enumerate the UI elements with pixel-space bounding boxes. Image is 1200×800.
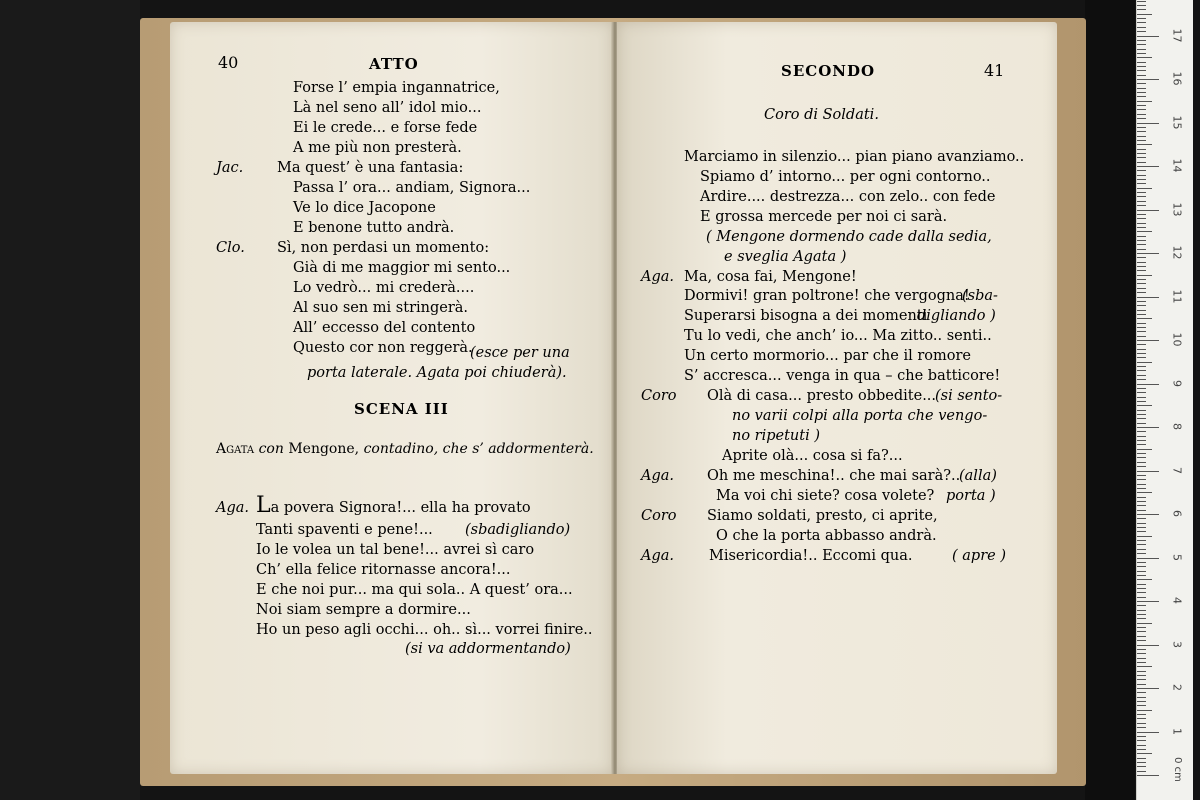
ruler-tick — [1137, 488, 1146, 489]
verse-line: Ei le crede... e forse fede — [293, 120, 478, 136]
ruler-tick — [1137, 218, 1146, 219]
ruler-tick — [1137, 444, 1146, 445]
ruler-tick — [1137, 331, 1146, 332]
ruler-tick — [1137, 536, 1152, 537]
aga3-direction: ( apre ) — [952, 548, 1006, 564]
ruler-tick — [1137, 144, 1152, 145]
ruler-tick — [1137, 188, 1152, 189]
ruler-tick — [1137, 49, 1146, 50]
ruler-tick — [1137, 131, 1146, 132]
aga2-line-1: Oh me meschina!.. che mai sarà?.. — [707, 468, 961, 484]
ruler-tick — [1137, 588, 1146, 589]
ruler-tick — [1137, 762, 1146, 763]
ruler-tick — [1137, 83, 1146, 84]
ruler-tick — [1137, 62, 1146, 63]
ruler-tick — [1137, 553, 1146, 554]
ruler-number: 16 — [1170, 71, 1184, 86]
ruler-tick — [1137, 231, 1152, 232]
ruler-tick — [1137, 214, 1146, 215]
ruler-tick — [1137, 105, 1146, 106]
ruler-tick — [1137, 675, 1146, 676]
ruler-tick — [1137, 357, 1146, 358]
ruler-tick — [1137, 692, 1146, 693]
ruler-tick — [1137, 749, 1146, 750]
verse-line: Forse l’ empia ingannatrice, — [293, 80, 500, 96]
ruler-tick — [1137, 436, 1146, 437]
ruler-number: 1 — [1170, 727, 1184, 735]
verse-line: Tu lo vedi, che anch’ io... Ma zitto.. senti.. — [684, 328, 992, 344]
ruler-tick — [1137, 157, 1146, 158]
verse-line: Marciamo in silenzio... pian piano avanziamo.. — [684, 149, 1025, 165]
ruler-tick — [1137, 623, 1152, 624]
ruler-tick — [1137, 210, 1159, 211]
aga-first-text: a povera Signora!... ella ha provato — [270, 500, 531, 516]
ruler-tick — [1137, 566, 1146, 567]
ruler-tick — [1137, 327, 1146, 328]
ruler-tick — [1137, 275, 1152, 276]
right-direction-1a: ( Mengone dormendo cade dalla sedia, — [706, 229, 992, 245]
ruler-tick — [1137, 518, 1146, 519]
ruler-tick — [1137, 297, 1159, 298]
ruler-tick — [1137, 270, 1146, 271]
ruler-tick — [1137, 579, 1152, 580]
ruler-tick — [1137, 301, 1146, 302]
ruler-tick — [1137, 283, 1146, 284]
coro1-speaker: Coro — [641, 388, 677, 404]
ruler-tick — [1137, 57, 1152, 58]
ruler-tick — [1137, 36, 1159, 37]
aga3-speaker: Aga. — [641, 548, 675, 564]
ruler-tick — [1137, 27, 1146, 28]
ruler-tick — [1137, 723, 1146, 724]
ruler-tick — [1137, 497, 1146, 498]
verse-line: Noi siam sempre a dormire... — [256, 602, 471, 618]
ruler-tick — [1137, 323, 1146, 324]
ruler-tick — [1137, 531, 1146, 532]
ruler-tick — [1137, 201, 1146, 202]
right-direction-1b: e sveglia Agata ) — [724, 249, 847, 265]
ruler-tick — [1137, 414, 1146, 415]
verse-line: Questo cor non reggerà. — [293, 340, 473, 356]
ruler-tick — [1137, 514, 1159, 515]
aga-speaker: Aga. — [216, 500, 250, 516]
ruler-tick — [1137, 745, 1146, 746]
ruler-number: 2 — [1170, 684, 1184, 691]
aga3-line: Misericordia!.. Eccomi qua. — [709, 548, 913, 564]
verse-line: Tanti spaventi e pene!... — [256, 522, 433, 538]
ruler-tick — [1137, 540, 1146, 541]
ruler-tick — [1137, 457, 1146, 458]
ruler-tick — [1137, 31, 1146, 32]
ruler-tick — [1137, 658, 1146, 659]
scene-desc-rest: contadino, che s’ addormenterà. — [363, 441, 594, 457]
ruler-tick — [1137, 44, 1146, 45]
speaker-label: Clo. — [216, 240, 245, 256]
ruler-tick — [1137, 79, 1159, 80]
ruler-tick — [1137, 636, 1146, 637]
ruler-tick — [1137, 462, 1146, 463]
ruler-tick — [1137, 127, 1146, 128]
verse-line: Dormivi! gran poltrone! che vergogna! — [684, 288, 970, 304]
ruler-tick — [1137, 732, 1159, 733]
ruler-number: 11 — [1170, 289, 1184, 303]
aga2-speaker: Aga. — [641, 468, 675, 484]
ruler-tick — [1137, 684, 1146, 685]
ruler-tick — [1137, 279, 1146, 280]
ruler-tick — [1137, 175, 1146, 176]
aga-direction-2: (si va addormentando) — [405, 641, 571, 657]
verse-line: Spiamo d’ intorno... per ogni contorno.. — [700, 169, 991, 185]
verse-line: Sì, non perdasi un momento: — [277, 240, 490, 256]
ruler-tick — [1137, 592, 1146, 593]
ruler-tick — [1137, 379, 1146, 380]
ruler-tick — [1137, 640, 1146, 641]
verse-line: Lo vedrò... mi crederà.... — [293, 280, 475, 296]
aga1-speaker: Aga. — [641, 269, 675, 285]
ruler-tick — [1137, 766, 1146, 767]
ruler-tick — [1137, 370, 1146, 371]
coro2-line-1: Siamo soldati, presto, ci aprite, — [707, 508, 938, 524]
ruler-tick — [1137, 196, 1146, 197]
ruler-tick — [1137, 575, 1146, 576]
ruler-tick — [1137, 244, 1146, 245]
ruler-tick — [1137, 484, 1146, 485]
ruler-tick — [1137, 292, 1146, 293]
scene-title: SCENA III — [354, 400, 449, 418]
ruler-tick — [1137, 775, 1159, 776]
ruler-tick — [1137, 183, 1146, 184]
ruler-tick — [1137, 392, 1146, 393]
verse-line: All’ eccesso del contento — [293, 320, 476, 336]
verse-line: Ve lo dice Jacopone — [293, 200, 436, 216]
ruler-tick — [1137, 549, 1146, 550]
verse-line: A me più non presterà. — [293, 140, 462, 156]
ruler-number: 3 — [1170, 640, 1184, 648]
ruler-tick — [1137, 505, 1146, 506]
ruler-tick — [1137, 1, 1146, 2]
speaker-label: Jac. — [216, 160, 244, 176]
ruler-tick — [1137, 492, 1152, 493]
verse-line: Ho un peso agli occhi... oh.. sì... vorrei finire.. — [256, 622, 593, 638]
ruler-tick — [1137, 70, 1146, 71]
ruler-tick — [1137, 544, 1146, 545]
ruler-tick — [1137, 266, 1146, 267]
ruler-tick — [1137, 710, 1152, 711]
coro1-direction-c: no ripetuti ) — [732, 428, 821, 444]
ruler-tick — [1137, 705, 1146, 706]
ruler-tick — [1137, 349, 1146, 350]
scene-desc-mengone: Mengone, — [288, 441, 360, 457]
ruler-tick — [1137, 92, 1146, 93]
verse-line: Superarsi bisogna a dei momenti — [684, 308, 928, 324]
ruler-tick — [1137, 501, 1146, 502]
aga1-direction-b: digliando ) — [917, 308, 996, 324]
ruler-tick — [1137, 40, 1146, 41]
ruler-tick — [1137, 14, 1152, 15]
ruler-number: 9 — [1170, 379, 1184, 387]
ruler-tick — [1137, 253, 1159, 254]
ruler-tick — [1137, 740, 1146, 741]
ruler-tick — [1137, 571, 1146, 572]
ruler-number: 8 — [1170, 423, 1184, 430]
ruler-number: 5 — [1170, 553, 1184, 561]
ruler-tick — [1137, 584, 1146, 585]
ruler-tick — [1137, 136, 1146, 137]
ruler-tick — [1137, 366, 1146, 367]
coro2-line-2: O che la porta abbasso andrà. — [716, 528, 937, 544]
ruler-tick — [1137, 249, 1146, 250]
ruler-tick — [1137, 614, 1146, 615]
ruler-tick — [1137, 597, 1146, 598]
ruler-tick — [1137, 771, 1146, 772]
ruler-tick — [1137, 123, 1159, 124]
ruler-tick — [1137, 727, 1146, 728]
ruler-tick — [1137, 758, 1146, 759]
ruler-tick — [1137, 227, 1146, 228]
ruler-tick — [1137, 22, 1146, 23]
aga-direction-1: (sbadigliando) — [465, 522, 571, 538]
ruler-number: 10 — [1170, 332, 1184, 347]
verse-line: Ma quest’ è una fantasia: — [277, 160, 464, 176]
drop-initial: L — [256, 493, 271, 518]
ruler-tick — [1137, 736, 1146, 737]
ruler-tick — [1137, 75, 1146, 76]
ruler-tick — [1137, 666, 1152, 667]
verse-line: Al suo sen mi stringerà. — [293, 300, 469, 316]
ruler-tick — [1137, 601, 1159, 602]
background-foam-left — [0, 0, 140, 800]
ruler-tick — [1137, 101, 1152, 102]
ruler-tick — [1137, 140, 1146, 141]
ruler-tick — [1137, 344, 1146, 345]
background-foam-right — [1085, 0, 1135, 800]
ruler-tick — [1137, 645, 1159, 646]
ruler-tick — [1137, 397, 1146, 398]
ruler-tick — [1137, 410, 1146, 411]
ruler-tick — [1137, 440, 1146, 441]
ruler-tick — [1137, 401, 1146, 402]
ruler-tick — [1137, 649, 1146, 650]
ruler-tick — [1137, 753, 1152, 754]
ruler-number: 6 — [1170, 510, 1184, 517]
ruler-tick — [1137, 427, 1159, 428]
ruler-number: 14 — [1170, 158, 1184, 173]
ruler-tick — [1137, 205, 1146, 206]
ruler-tick — [1137, 449, 1152, 450]
ruler-tick — [1137, 166, 1159, 167]
ruler-tick — [1137, 5, 1146, 6]
ruler-tick — [1137, 662, 1146, 663]
ruler-tick — [1137, 353, 1146, 354]
ruler-tick — [1137, 236, 1146, 237]
left-stage-direction-1b: porta laterale. Agata poi chiuderà). — [307, 365, 567, 381]
ruler-tick — [1137, 240, 1146, 241]
verse-line: E che noi pur... ma qui sola.. A quest’ ora... — [256, 582, 573, 598]
ruler-tick — [1137, 223, 1146, 224]
ruler-tick — [1137, 66, 1146, 67]
verse-line: Io le volea un tal bene!... avrei sì caro — [256, 542, 535, 558]
ruler-tick — [1137, 375, 1146, 376]
ruler-tick — [1137, 479, 1146, 480]
ruler-tick — [1137, 558, 1159, 559]
scene-desc-con: con — [258, 441, 284, 457]
scene-desc-agata: Agata — [216, 441, 255, 457]
ruler-tick — [1137, 153, 1146, 154]
ruler-tick — [1137, 453, 1146, 454]
ruler-tick — [1137, 718, 1146, 719]
ruler-tick — [1137, 9, 1146, 10]
right-running-head: SECONDO — [781, 62, 876, 80]
ruler-number: 15 — [1170, 115, 1184, 129]
ruler-tick — [1137, 318, 1152, 319]
verse-line: Già di me maggior mi sento... — [293, 260, 511, 276]
ruler-tick — [1137, 336, 1146, 337]
ruler-tick — [1137, 610, 1146, 611]
ruler-tick — [1137, 109, 1146, 110]
aga2-direction-b: porta ) — [946, 488, 996, 504]
verse-line: E benone tutto andrà. — [293, 220, 455, 236]
verse-line: Là nel seno all’ idol mio... — [293, 100, 482, 116]
ruler-number: 12 — [1170, 245, 1184, 260]
ruler-tick — [1137, 431, 1146, 432]
ruler-tick — [1137, 697, 1146, 698]
aga2-direction-a: (alla) — [959, 468, 997, 484]
ruler-tick — [1137, 257, 1146, 258]
ruler-unit: 0 cm — [1171, 757, 1183, 782]
ruler-number: 4 — [1170, 597, 1184, 604]
ruler-tick — [1137, 262, 1146, 263]
ruler-tick — [1137, 653, 1146, 654]
ruler-tick — [1137, 162, 1146, 163]
coro2-speaker: Coro — [641, 508, 677, 524]
verse-line: S’ accresca... venga in qua – che batticore! — [684, 368, 1001, 384]
aga-first-line — [256, 493, 531, 518]
left-stage-direction-1a: (esce per una — [470, 345, 570, 361]
coro1-direction-b: no varii colpi alla porta che vengo- — [732, 408, 988, 424]
ruler-tick — [1137, 149, 1146, 150]
ruler-tick — [1137, 631, 1146, 632]
chorus-title: Coro di Soldati. — [764, 107, 879, 123]
aga2-line-2: Ma voi chi siete? cosa volete? — [716, 488, 935, 504]
aga1-direction-a: (sba- — [962, 288, 998, 304]
left-page-number: 40 — [218, 53, 239, 72]
ruler-number: 17 — [1170, 28, 1184, 42]
verse-line: Ch’ ella felice ritornasse ancora!... — [256, 562, 511, 578]
verse-line: Passa l’ ora... andiam, Signora... — [293, 180, 531, 196]
ruler-tick — [1137, 527, 1146, 528]
verse-line: Ardire.... destrezza... con zelo.. con fede — [700, 189, 996, 205]
ruler-tick — [1137, 118, 1146, 119]
ruler-tick — [1137, 562, 1146, 563]
ruler-tick — [1137, 466, 1146, 467]
ruler-tick — [1137, 18, 1146, 19]
ruler-tick — [1137, 362, 1152, 363]
ruler-tick — [1137, 114, 1146, 115]
ruler-tick — [1137, 179, 1146, 180]
left-running-head: ATTO — [369, 55, 419, 73]
ruler-tick — [1137, 418, 1146, 419]
ruler-tick — [1137, 53, 1146, 54]
ruler-tick — [1137, 388, 1146, 389]
ruler-tick — [1137, 192, 1146, 193]
ruler-tick — [1137, 170, 1146, 171]
verse-line: Un certo mormorio... par che il romore — [684, 348, 971, 364]
ruler-tick — [1137, 423, 1146, 424]
ruler-tick — [1137, 671, 1146, 672]
ruler-tick — [1137, 523, 1146, 524]
ruler-tick — [1137, 510, 1146, 511]
ruler-tick — [1137, 88, 1146, 89]
ruler-tick — [1137, 405, 1152, 406]
ruler-tick — [1137, 627, 1146, 628]
ruler-tick — [1137, 701, 1146, 702]
ruler-tick — [1137, 305, 1146, 306]
ruler-number: 7 — [1170, 466, 1184, 474]
measuring-ruler — [1136, 0, 1193, 800]
coro1-direction-a: (si sento- — [935, 388, 1003, 404]
ruler-tick — [1137, 714, 1146, 715]
ruler-tick — [1137, 340, 1159, 341]
coro1-line-2: Aprite olà... cosa si fa?... — [722, 448, 903, 464]
ruler-tick — [1137, 288, 1146, 289]
ruler-number: 13 — [1170, 202, 1184, 216]
ruler-tick — [1137, 471, 1159, 472]
coro1-line: Olà di casa... presto obbedite... — [707, 388, 937, 404]
ruler-tick — [1137, 688, 1159, 689]
verse-line: Ma, cosa fai, Mengone! — [684, 269, 857, 285]
ruler-tick — [1137, 384, 1159, 385]
ruler-tick — [1137, 96, 1146, 97]
ruler-tick — [1137, 679, 1146, 680]
ruler-tick — [1137, 475, 1146, 476]
ruler-tick — [1137, 314, 1146, 315]
verse-line: E grossa mercede per noi ci sarà. — [700, 209, 948, 225]
ruler-tick — [1137, 310, 1146, 311]
right-page-number: 41 — [984, 61, 1005, 80]
scene-description — [216, 440, 594, 458]
ruler-tick — [1137, 618, 1146, 619]
ruler-tick — [1137, 605, 1146, 606]
